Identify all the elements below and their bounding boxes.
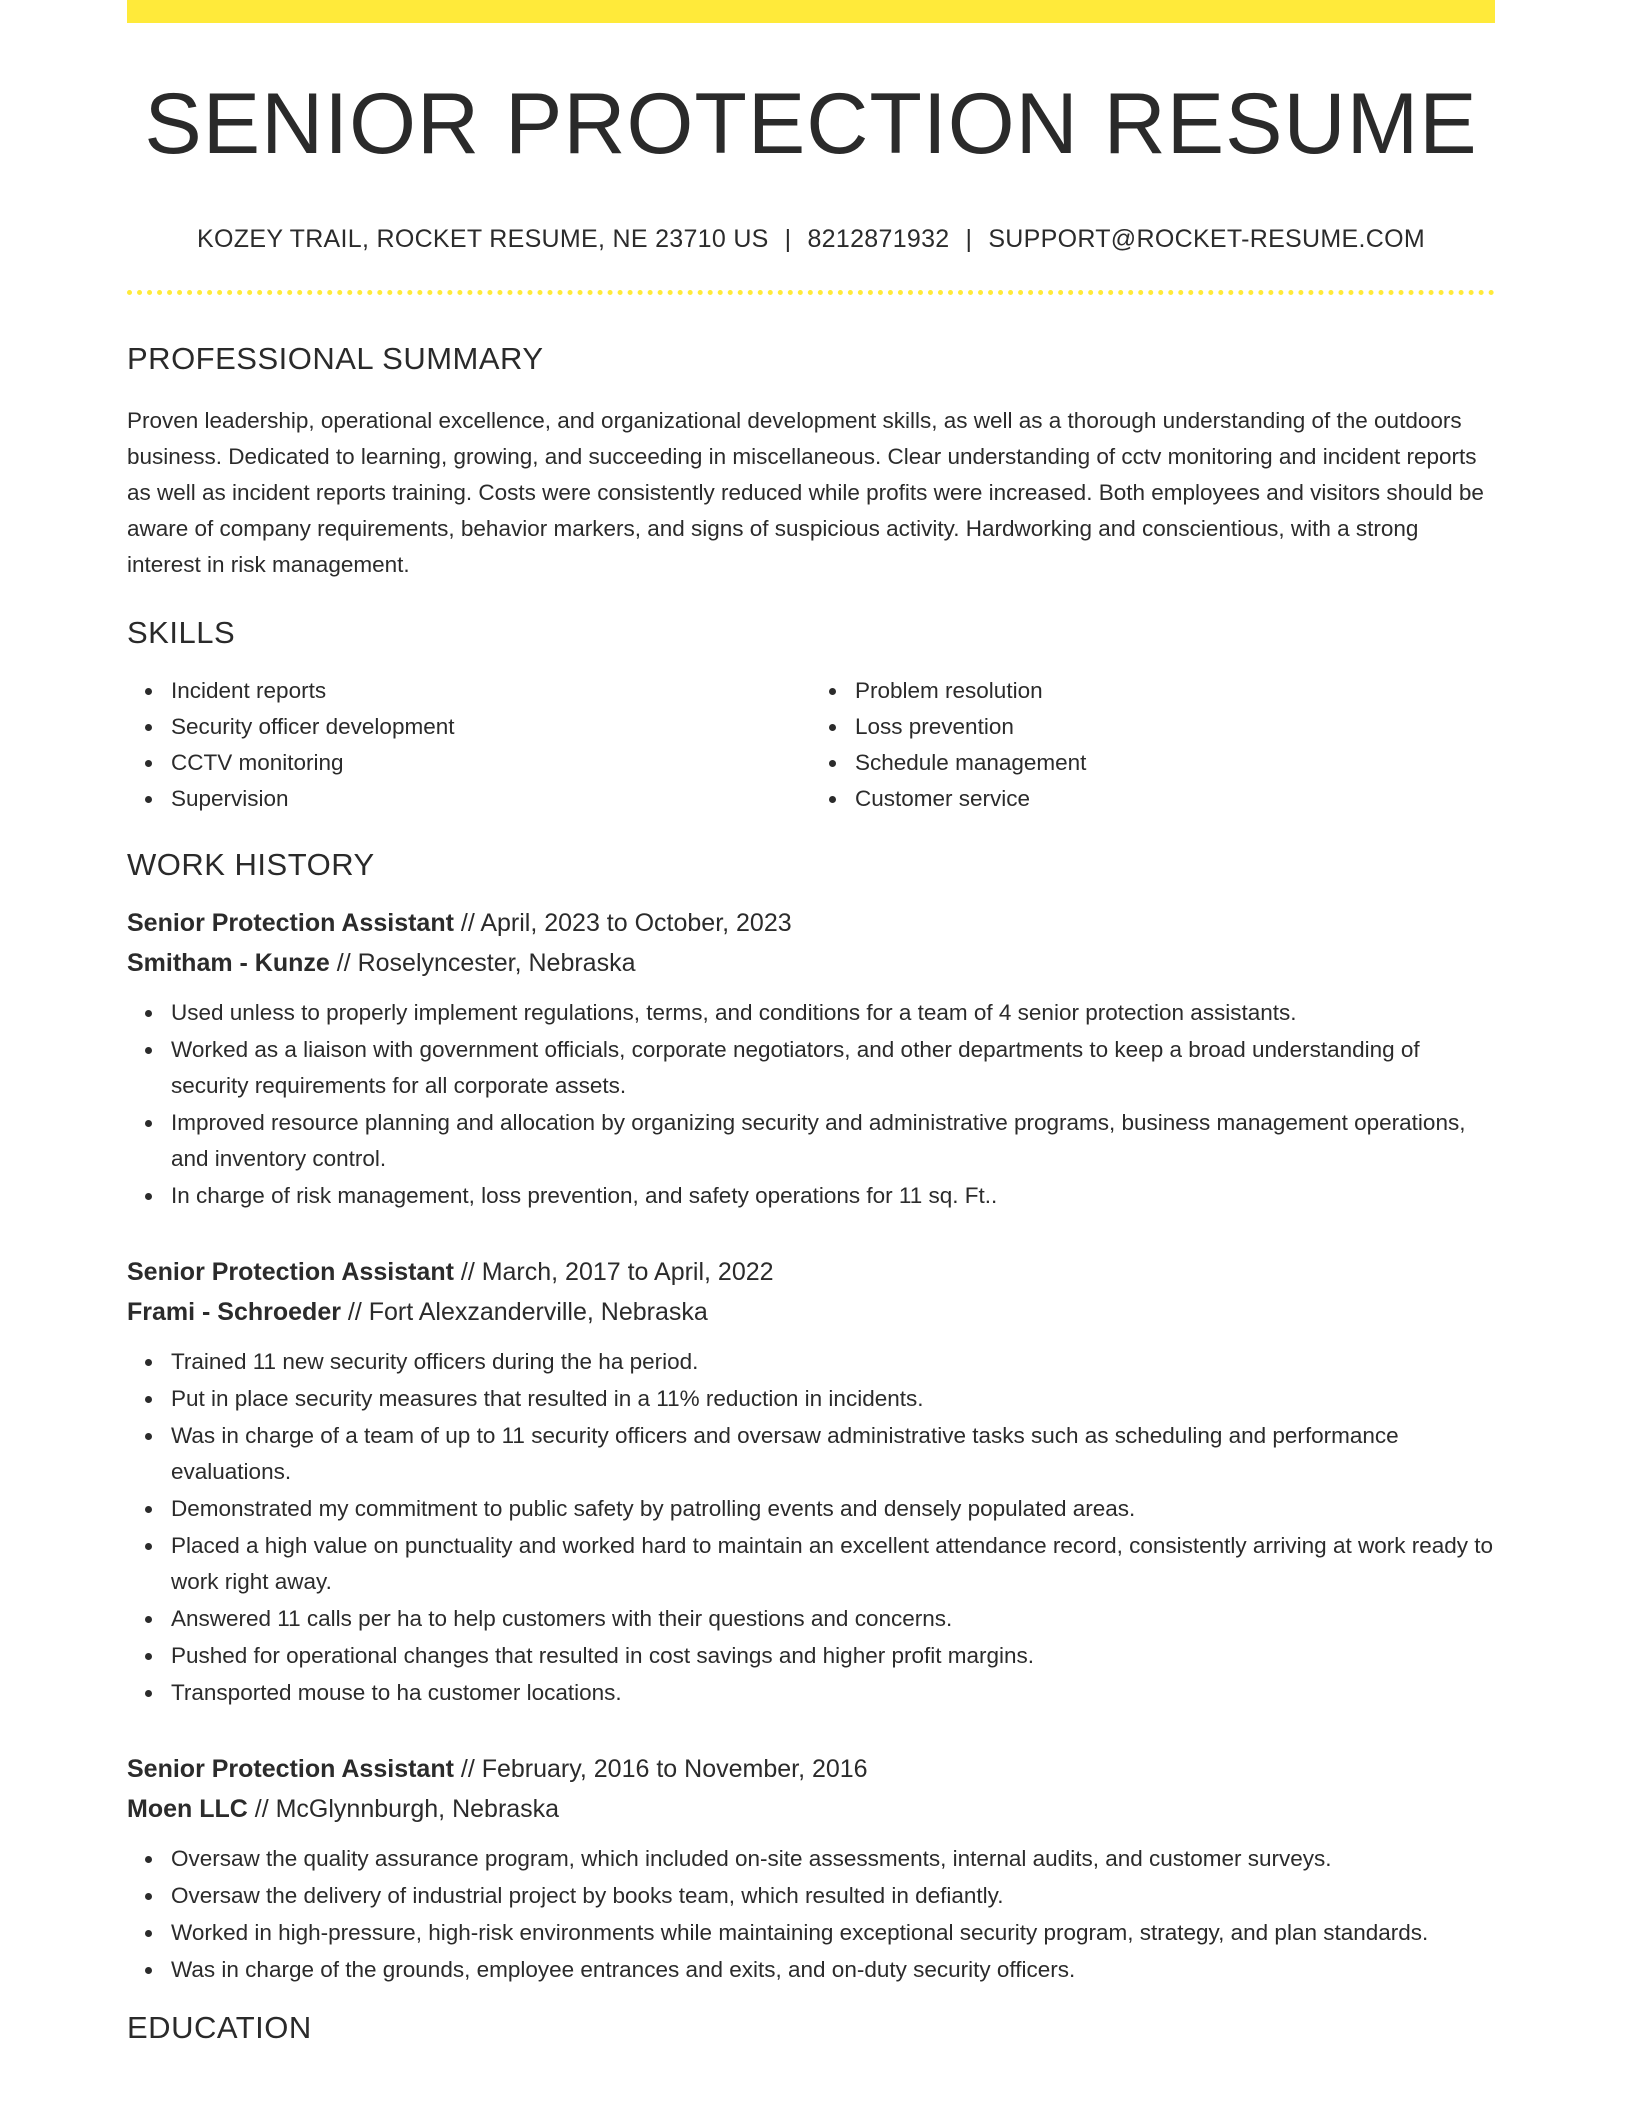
job-role: Senior Protection Assistant bbox=[127, 1755, 454, 1783]
job-bullet: Oversaw the quality assurance program, which included on-site assessments, internal audits, and customer surveys. bbox=[171, 1841, 1495, 1877]
job-bullet: Oversaw the delivery of industrial project by books team, which resulted in defiantly. bbox=[171, 1878, 1495, 1914]
skill-item: Loss prevention bbox=[855, 709, 1495, 745]
resume-name: SENIOR PROTECTION RESUME bbox=[144, 76, 1478, 172]
job-bullet: Was in charge of a team of up to 11 security officers and oversaw administrative tasks such as scheduling and performance evaluations. bbox=[171, 1418, 1495, 1490]
job-location: // McGlynnburgh, Nebraska bbox=[247, 1795, 560, 1823]
contact-phone: 8212871932 bbox=[807, 225, 950, 253]
job-role: Senior Protection Assistant bbox=[127, 909, 454, 937]
summary-text: Proven leadership, operational excellence, and organizational development skills, as well as a thorough understanding of the outdoors business. Dedicated to learning, growing, and succeeding in miscellaneous. Clear understanding of cctv monitoring and incident reports as well as incident reports training. Costs were consistently reduced while profits were increased. Both employees and visitors should be aware of company requirements, behavior markers, and signs of suspicious activity. Hardworking and conscientious, with a strong interest in risk management. bbox=[127, 408, 1484, 577]
job-bullet: Answered 11 calls per ha to help customers with their questions and concerns. bbox=[171, 1601, 1495, 1637]
job-bullet: Worked as a liaison with government officials, corporate negotiators, and other departments to keep a broad understanding of security requirements for all corporate assets. bbox=[171, 1032, 1495, 1104]
skills-list bbox=[127, 673, 1495, 817]
job-location: // Fort Alexzanderville, Nebraska bbox=[340, 1298, 708, 1326]
job-location: // Roselyncester, Nebraska bbox=[329, 949, 636, 977]
skill-item: CCTV monitoring bbox=[171, 745, 811, 781]
job-bullet: In charge of risk management, loss prevention, and safety operations for 11 sq. Ft.. bbox=[171, 1178, 1495, 1214]
job-bullet: Placed a high value on punctuality and worked hard to maintain an excellent attendance record, consistently arriving at work ready to work right away. bbox=[171, 1528, 1495, 1600]
skills-heading: SKILLS bbox=[127, 615, 236, 650]
job-bullet: Worked in high-pressure, high-risk environments while maintaining exceptional security program, strategy, and plan standards. bbox=[171, 1915, 1495, 1951]
contact-address: KOZEY TRAIL, ROCKET RESUME, NE 23710 US bbox=[197, 225, 769, 253]
skill-item: Customer service bbox=[855, 781, 1495, 817]
job-company: Moen LLC bbox=[127, 1795, 248, 1823]
job-bullet: Put in place security measures that resulted in a 11% reduction in incidents. bbox=[171, 1381, 1495, 1417]
job-entry bbox=[127, 1749, 1495, 1988]
job-bullets bbox=[127, 1841, 1495, 1988]
job-company: Smitham - Kunze bbox=[127, 949, 330, 977]
job-entry bbox=[127, 1252, 1495, 1711]
top-accent-bar bbox=[127, 0, 1495, 23]
job-bullet: Trained 11 new security officers during the ha period. bbox=[171, 1344, 1495, 1380]
resume-page bbox=[127, 0, 1495, 2046]
work-history-heading: WORK HISTORY bbox=[127, 847, 375, 882]
job-dates: // February, 2016 to November, 2016 bbox=[453, 1755, 868, 1783]
job-role: Senior Protection Assistant bbox=[127, 1258, 454, 1286]
header-divider bbox=[127, 290, 1495, 295]
skill-item: Supervision bbox=[171, 781, 811, 817]
job-bullets bbox=[127, 1344, 1495, 1711]
job-company-line bbox=[127, 1292, 1495, 1332]
job-company-line bbox=[127, 943, 1495, 983]
job-title-line bbox=[127, 1252, 1495, 1292]
contact-separator: | bbox=[965, 225, 973, 253]
job-entry bbox=[127, 903, 1495, 1214]
job-bullets bbox=[127, 995, 1495, 1214]
skills-column-right bbox=[811, 673, 1495, 817]
job-bullet: Improved resource planning and allocation by organizing security and administrative programs, business management operations, and inventory control. bbox=[171, 1105, 1495, 1177]
job-company: Frami - Schroeder bbox=[127, 1298, 341, 1326]
job-dates: // April, 2023 to October, 2023 bbox=[453, 909, 792, 937]
skill-item: Incident reports bbox=[171, 673, 811, 709]
contact-email: SUPPORT@ROCKET-RESUME.COM bbox=[988, 225, 1425, 253]
skill-item: Problem resolution bbox=[855, 673, 1495, 709]
contact-separator: | bbox=[784, 225, 792, 253]
job-bullet: Pushed for operational changes that resulted in cost savings and higher profit margins. bbox=[171, 1638, 1495, 1674]
skills-column-left bbox=[127, 673, 811, 817]
job-bullet: Was in charge of the grounds, employee entrances and exits, and on-duty security officers. bbox=[171, 1952, 1495, 1988]
job-title-line bbox=[127, 903, 1495, 943]
summary-heading: PROFESSIONAL SUMMARY bbox=[127, 341, 544, 376]
skill-item: Schedule management bbox=[855, 745, 1495, 781]
job-title-line bbox=[127, 1749, 1495, 1789]
contact-line bbox=[127, 225, 1495, 254]
job-bullet: Transported mouse to ha customer locations. bbox=[171, 1675, 1495, 1711]
job-dates: // March, 2017 to April, 2022 bbox=[453, 1258, 774, 1286]
job-bullet: Used unless to properly implement regulations, terms, and conditions for a team of 4 senior protection assistants. bbox=[171, 995, 1495, 1031]
education-heading: EDUCATION bbox=[127, 2010, 312, 2045]
job-bullet: Demonstrated my commitment to public safety by patrolling events and densely populated areas. bbox=[171, 1491, 1495, 1527]
skill-item: Security officer development bbox=[171, 709, 811, 745]
job-company-line bbox=[127, 1789, 1495, 1829]
